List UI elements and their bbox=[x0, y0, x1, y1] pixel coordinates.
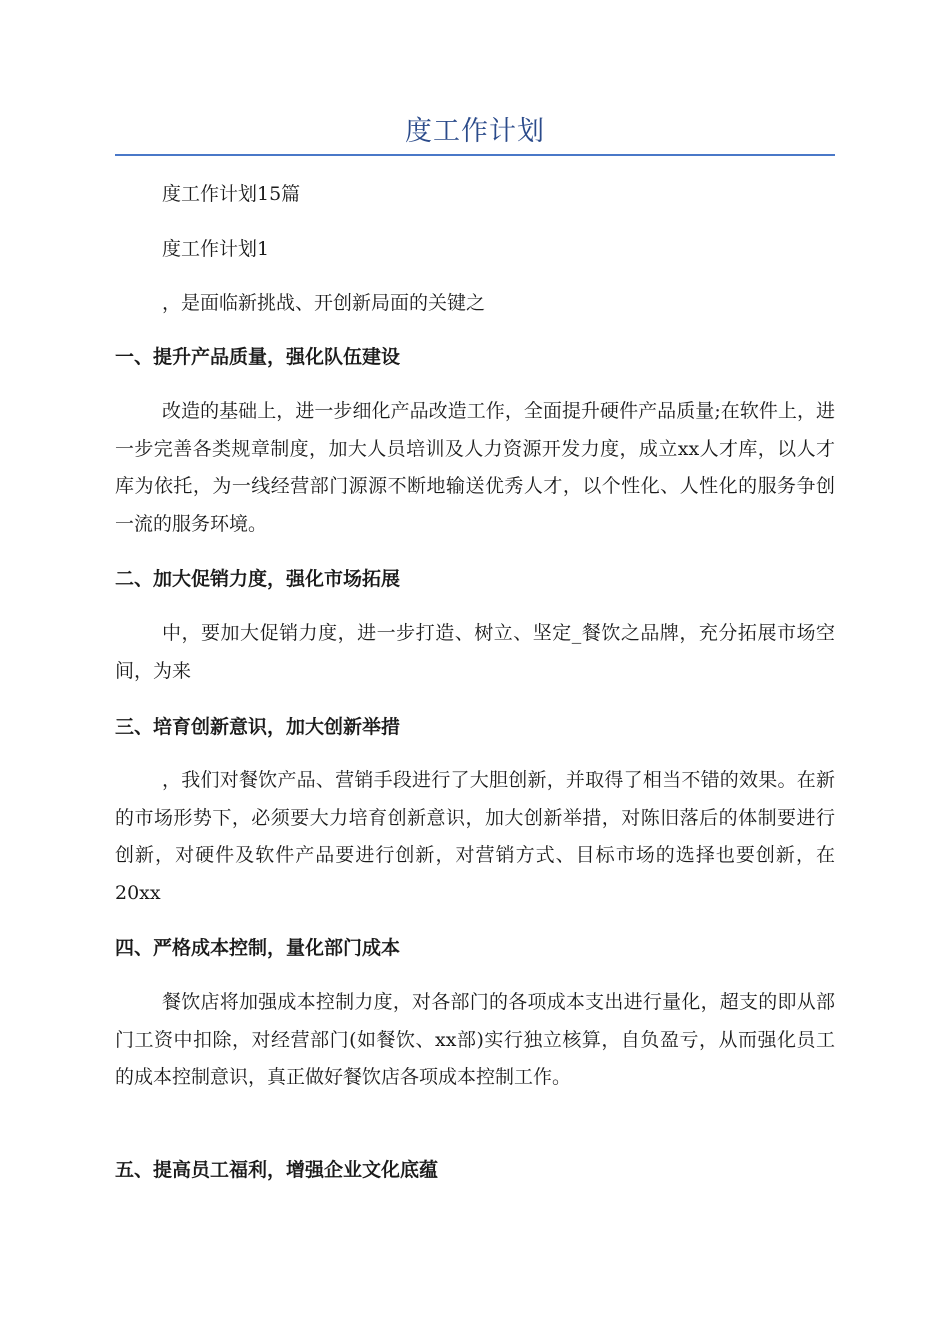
section-body-2: 中，要加大促销力度，进一步打造、树立、坚定_餐饮之品牌，充分拓展市场空间，为来 bbox=[115, 622, 835, 682]
part-label: 度工作计划1 bbox=[162, 238, 270, 260]
title-underline bbox=[115, 154, 835, 156]
section-body-3: ，我们对餐饮产品、营销手段进行了大胆创新，并取得了相当不错的效果。在新的市场形势下，必须要大力培育创新意识，加大创新举措，对陈旧落后的体制要进行创新，对硬件及软件产品要进行创新，对营销方式、目标市场的选择也要创新，在20xx bbox=[115, 769, 835, 904]
section-heading-5: 五、提高员工福利，增强企业文化底蕴 bbox=[115, 1159, 439, 1181]
section-heading-4: 四、严格成本控制，量化部门成本 bbox=[115, 937, 401, 959]
section-body-1: 改造的基础上，进一步细化产品改造工作，全面提升硬件产品质量;在软件上，进一步完善各类规章制度，加大人员培训及人力资源开发力度，成立xx人才库，以人才库为依托，为一线经营部门源源不断地输送优秀人才，以个性化、人性化的服务争创一流的服务环境。 bbox=[115, 400, 835, 535]
section-heading-2: 二、加大促销力度，强化市场拓展 bbox=[115, 568, 401, 590]
section-body-4: 餐饮店将加强成本控制力度，对各部门的各项成本支出进行量化，超支的即从部门工资中扣除，对经营部门(如餐饮、xx部)实行独立核算，自负盈亏，从而强化员工的成本控制意识，真正做好餐饮店各项成本控制工作。 bbox=[115, 991, 835, 1088]
section-heading-1: 一、提升产品质量，强化队伍建设 bbox=[115, 346, 401, 368]
subtitle-line: 度工作计划15篇 bbox=[162, 183, 301, 205]
page-title: 度工作计划 bbox=[405, 116, 545, 147]
intro-line: ，是面临新挑战、开创新局面的关键之 bbox=[162, 292, 486, 314]
section-heading-3: 三、培育创新意识，加大创新举措 bbox=[115, 716, 401, 738]
